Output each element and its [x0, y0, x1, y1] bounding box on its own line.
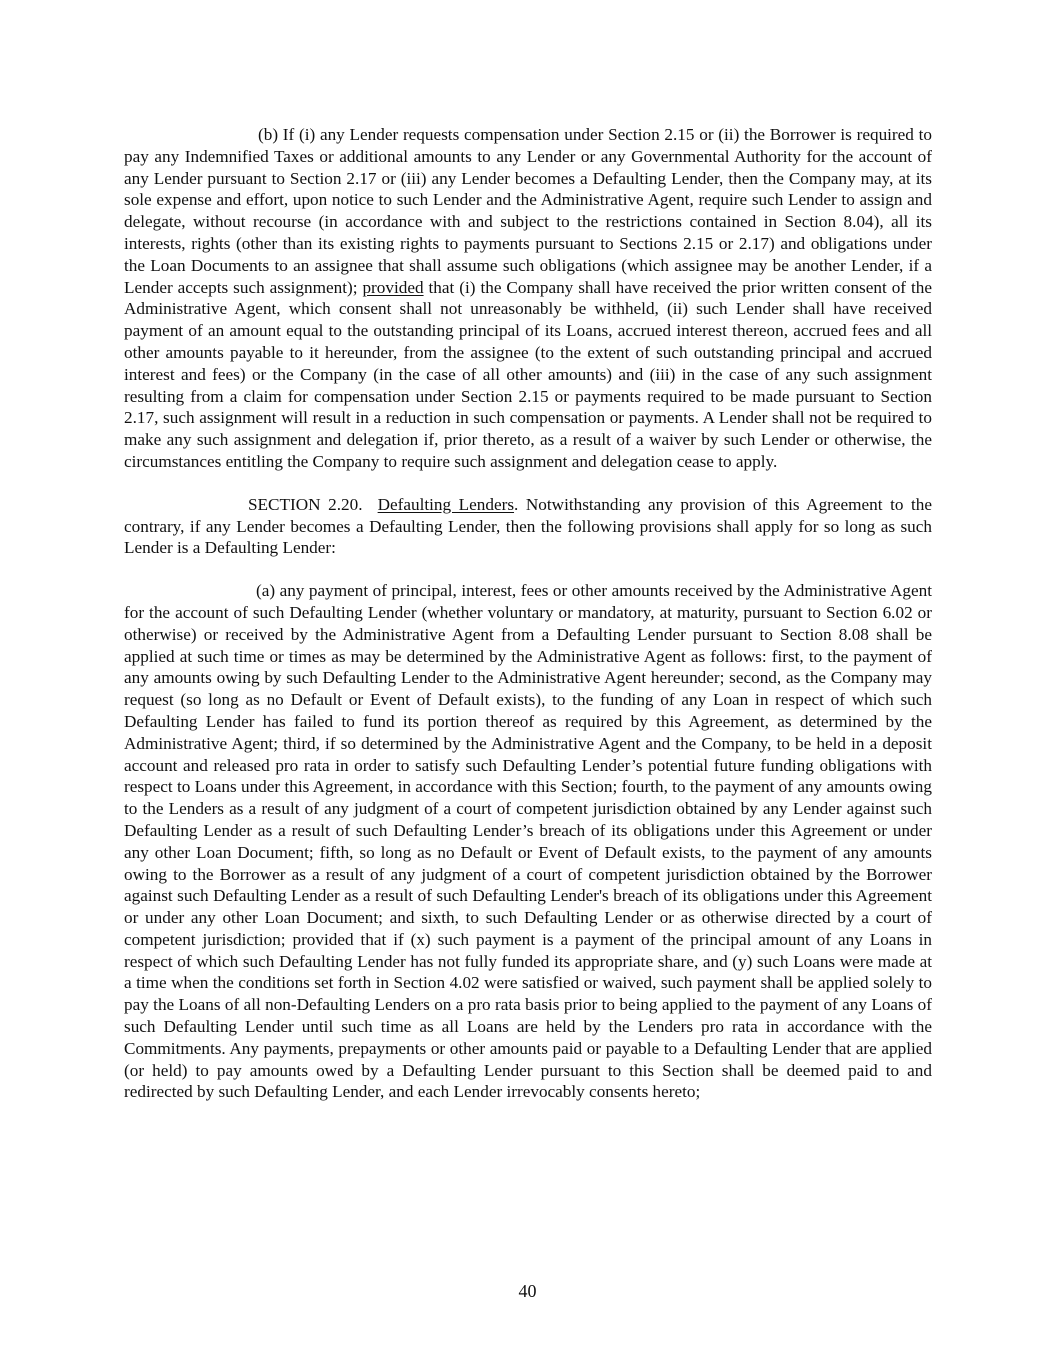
section-heading-punct: . — [514, 494, 519, 514]
section-heading: Defaulting Lenders — [377, 494, 515, 514]
paragraph-b-lead: (b) If (i) any Lender requests compensation under Section 2.15 or (ii) the Borrower is required to pay any Indemnified Taxes or additional amounts to any Lender or any Governmental Authority for the account of any Lender pursuant to Section 2.17 or (iii) any Lender becomes a Defaulting Lender, then the Company may, at its sole expense and effort, upon notice to such Lender and the Administrative Agent, require such Lender to assign and delegate, without recourse (in accordance with and subject to the restrictions contained in Section 8.04), all its interests, rights (other than its existing rights to payments pursuant to Sections 2.15 or 2.17) and obligations under the Loan Documents to an assignee that shall assume such obligations (which assignee may be another Lender, if a Lender accepts such assignment); — [124, 125, 932, 297]
paragraph-b — [124, 124, 932, 473]
paragraph-gap — [124, 473, 932, 494]
section-body: Notwithstanding any provision of this Agreement to the contrary, if any Lender becomes a Defaulting Lender, then the following provisions shall apply for so long as such Lender is a Defaulting Lender: — [124, 494, 933, 558]
paragraph-a-text: (a) any payment of principal, interest, fees or other amounts received by the Administrative Agent for the account of such Defaulting Lender (whether voluntary or mandatory, at maturity, pursuant to Section 6.02 or otherwise) or received by the Administrative Agent from a Defaulting Lender pursuant to Section 8.08 shall be applied at such time or times as may be determined by the Administrative Agent as follows: first, to the payment of any amounts owing by such Defaulting Lender to the Administrative Agent hereunder; second, as the Company may request (so long as no Default or Event of Default exists), to the funding of any Loan in respect of which such Defaulting Lender has failed to fund its portion thereof as required by this Agreement, as determined by the Administrative Agent; third, if so determined by the Administrative Agent and the Company, to be held in a deposit account and released pro rata in order to satisfy such Defaulting Lender’s potential future funding obligations with respect to Loans under this Agreement, in accordance with this Section; fourth, to the payment of any amounts owing to the Lenders as a result of any judgment of a court of competent jurisdiction obtained by any Lender against such Defaulting Lender as a result of such Defaulting Lender’s breach of its obligations under this Agreement or under any other Loan Document; fifth, so long as no Default or Event of Default exists, to the payment of any amounts owing to the Borrower as a result of any judgment of a court of competent jurisdiction obtained by the Borrower against such Defaulting Lender as a result of such Defaulting Lender's breach of its obligations under this Agreement or under any other Loan Document; and sixth, to such Defaulting Lender or as otherwise directed by a court of competent jurisdiction; provided that if (x) such payment is a payment of the principal amount of any Loans in respect of which such Defaulting Lender has not fully funded its appropriate share, and (y) such Loans were made at a time when the conditions set forth in Section 4.02 were satisfied or waived, such payment shall be applied solely to pay the Loans of all non-Defaulting Lenders on a pro rata basis prior to being applied to the payment of any Loans of such Defaulting Lender until such time as all Loans are held by the Lenders pro rata in accordance with the Commitments. Any payments, prepayments or other amounts paid or payable to a Defaulting Lender that are applied (or held) to pay amounts owed by a Defaulting Lender pursuant to this Section shall be deemed paid to and redirected by such Defaulting Lender, and each Lender irrevocably consents hereto; — [124, 581, 932, 1102]
paragraph-b-rest: that (i) the Company shall have received the prior written consent of the Administrative Agent, which consent shall not unreasonably be withheld, (ii) such Lender shall have received payment of an amount equal to the outstanding principal of its Loans, accrued interest thereon, accrued fees and all other amounts payable to it hereunder, from the assignee (to the extent of such outstanding principal and accrued interest and fees) or the Company (in the case of all other amounts) and (iii) in the case of any such assignment resulting from a claim for compensation under Section 2.15 or payments required to be made pursuant to Section 2.17, such assignment will result in a reduction in such compensation or payments. A Lender shall not be required to make any such assignment and delegation if, prior thereto, as a result of a waiver by such Lender or otherwise, the circumstances entitling the Company to require such assignment and delegation cease to apply. — [124, 277, 932, 471]
paragraph-a — [124, 580, 932, 1103]
section-2-20 — [124, 494, 932, 559]
paragraph-gap — [124, 559, 932, 580]
section-number: SECTION 2.20. — [248, 494, 363, 514]
provided-term: provided — [362, 277, 424, 297]
page-number: 40 — [518, 1281, 537, 1301]
document-page — [124, 124, 932, 1103]
